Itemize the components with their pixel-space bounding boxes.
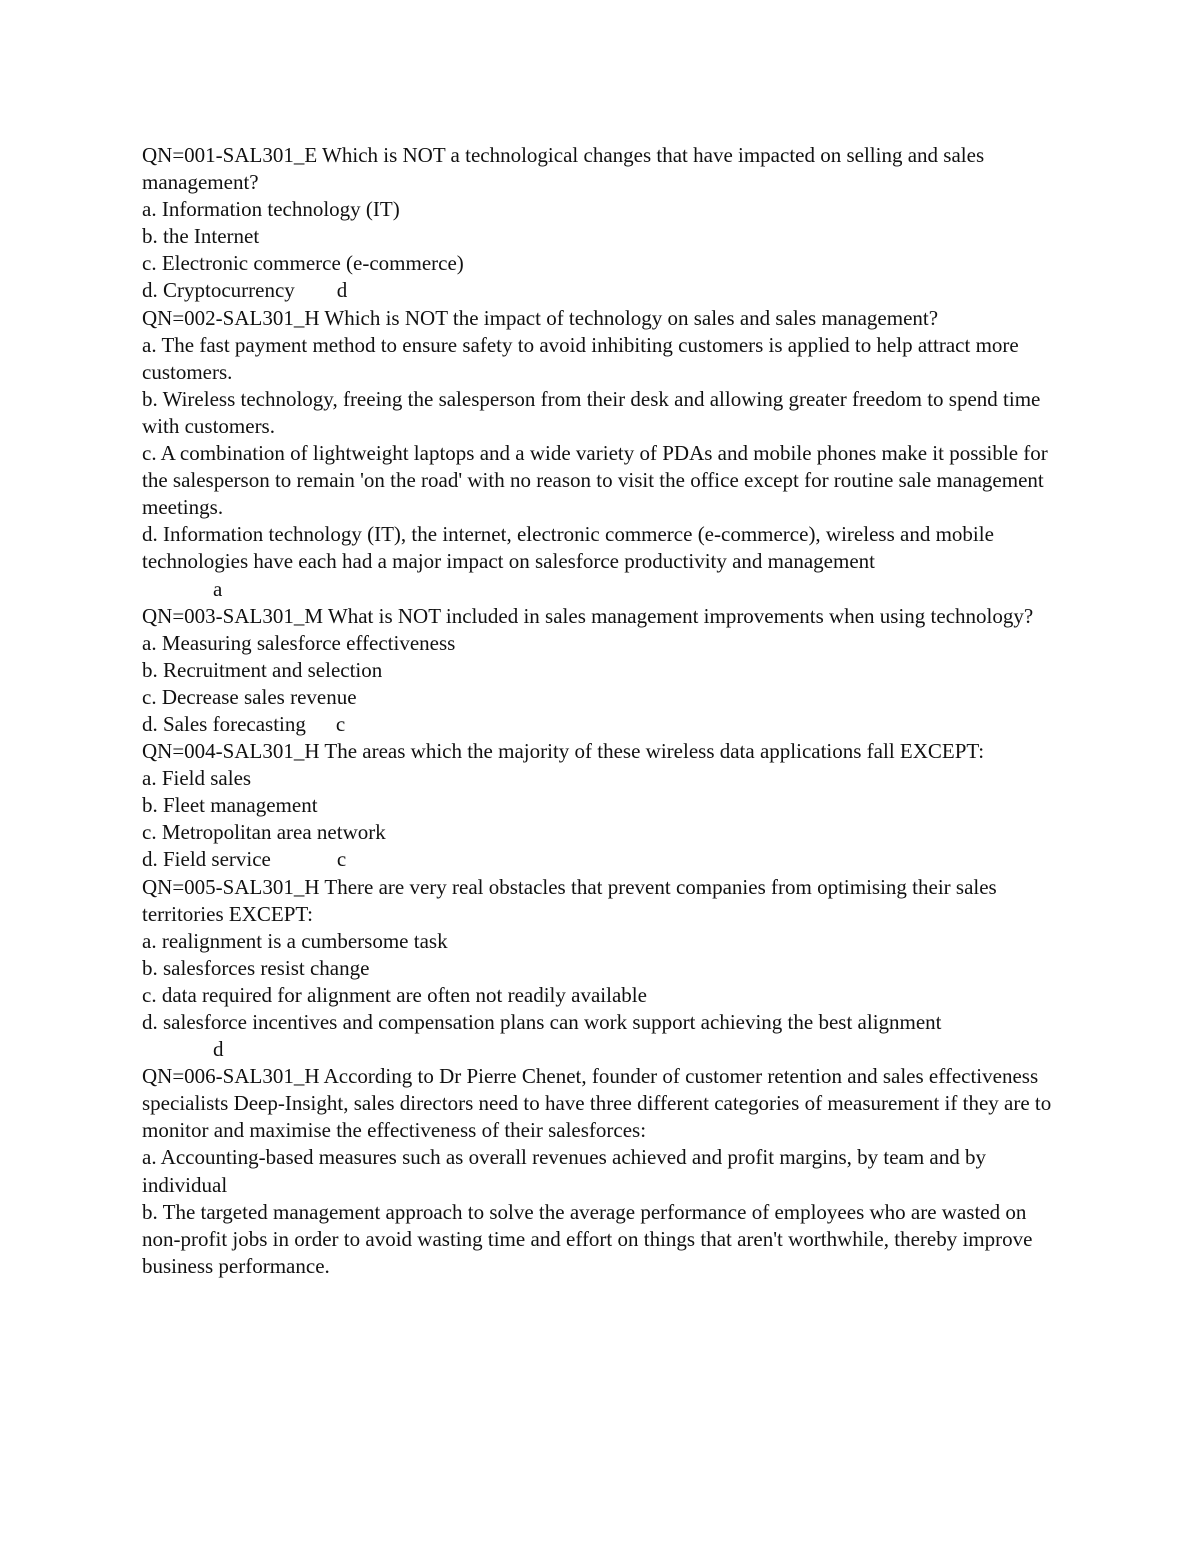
q6-option-a: a. Accounting-based measures such as overall revenues achieved and profit margins, by team and by individual bbox=[142, 1145, 992, 1197]
q2-option-a: a. The fast payment method to ensure safety to avoid inhibiting customers is applied to help attract more customers. bbox=[142, 332, 1024, 384]
q2-question: QN=002-SAL301_H Which is NOT the impact of technology on sales and sales management? bbox=[142, 305, 939, 330]
q1-option-d: d. Cryptocurrency bbox=[142, 278, 295, 303]
q6-option-b: b. The targeted management approach to solve the average performance of employees who are wasted on non-profit jobs in order to avoid wasting time and effort on things that aren't worthwhile, thereby improve business performance. bbox=[142, 1199, 1038, 1278]
q4-option-d: d. Field service bbox=[142, 847, 271, 872]
q4-option-b: b. Fleet management bbox=[142, 793, 318, 818]
q3-question: QN=003-SAL301_M What is NOT included in sales management improvements when using technology? bbox=[142, 603, 1034, 628]
document-page bbox=[142, 142, 1057, 1280]
q5-answer: d bbox=[213, 1037, 224, 1062]
q2-option-d: d. Information technology (IT), the internet, electronic commerce (e-commerce), wireless and mobile technologies have each had a major impact on salesforce productivity and management bbox=[142, 522, 1000, 574]
q2-option-b: b. Wireless technology, freeing the salesperson from their desk and allowing greater freedom to spend time with customers. bbox=[142, 386, 1046, 438]
q4-option-a: a. Field sales bbox=[142, 766, 252, 791]
q3-option-a: a. Measuring salesforce effectiveness bbox=[142, 630, 456, 655]
q4-question: QN=004-SAL301_H The areas which the majority of these wireless data applications fall EXCEPT: bbox=[142, 739, 985, 764]
q4-option-c: c. Metropolitan area network bbox=[142, 820, 386, 845]
q1-question: QN=001-SAL301_E Which is NOT a technological changes that have impacted on selling and sales management? bbox=[142, 143, 990, 195]
q5-question: QN=005-SAL301_H There are very real obstacles that prevent companies from optimising their sales territories EXCEPT: bbox=[142, 874, 1002, 926]
q2-option-c: c. A combination of lightweight laptops and a wide variety of PDAs and mobile phones make it possible for the salesperson to remain 'on the road' with no reason to visit the office except for routine sale management meetings. bbox=[142, 441, 1054, 520]
q4-option-d-line bbox=[142, 846, 1057, 873]
q3-option-d-line bbox=[142, 711, 1057, 738]
q1-option-b: b. the Internet bbox=[142, 224, 260, 249]
q2-answer: a bbox=[213, 576, 223, 601]
q1-answer: d bbox=[336, 278, 348, 303]
q5-option-d: d. salesforce incentives and compensation plans can work support achieving the best alignment bbox=[142, 1010, 942, 1034]
q5-option-a: a. realignment is a cumbersome task bbox=[142, 928, 448, 953]
q3-answer: c bbox=[335, 711, 346, 736]
q3-option-d: d. Sales forecasting bbox=[142, 711, 306, 736]
q1-option-d-line bbox=[142, 277, 1057, 304]
q1-option-a: a. Information technology (IT) bbox=[142, 197, 400, 222]
q3-option-c: c. Decrease sales revenue bbox=[142, 684, 357, 709]
q1-option-c: c. Electronic commerce (e-commerce) bbox=[142, 251, 464, 276]
q5-option-b: b. salesforces resist change bbox=[142, 955, 370, 980]
q5-option-c: c. data required for alignment are often not readily available bbox=[142, 982, 647, 1007]
q6-question: QN=006-SAL301_H According to Dr Pierre Chenet, founder of customer retention and sales effectiveness specialists Deep-Insight, sales directors need to have three different categories of measurement if they are to monitor and maximise the effectiveness of their salesforces: bbox=[142, 1064, 1057, 1143]
q3-option-b: b. Recruitment and selection bbox=[142, 657, 383, 682]
q4-answer: c bbox=[336, 847, 347, 872]
